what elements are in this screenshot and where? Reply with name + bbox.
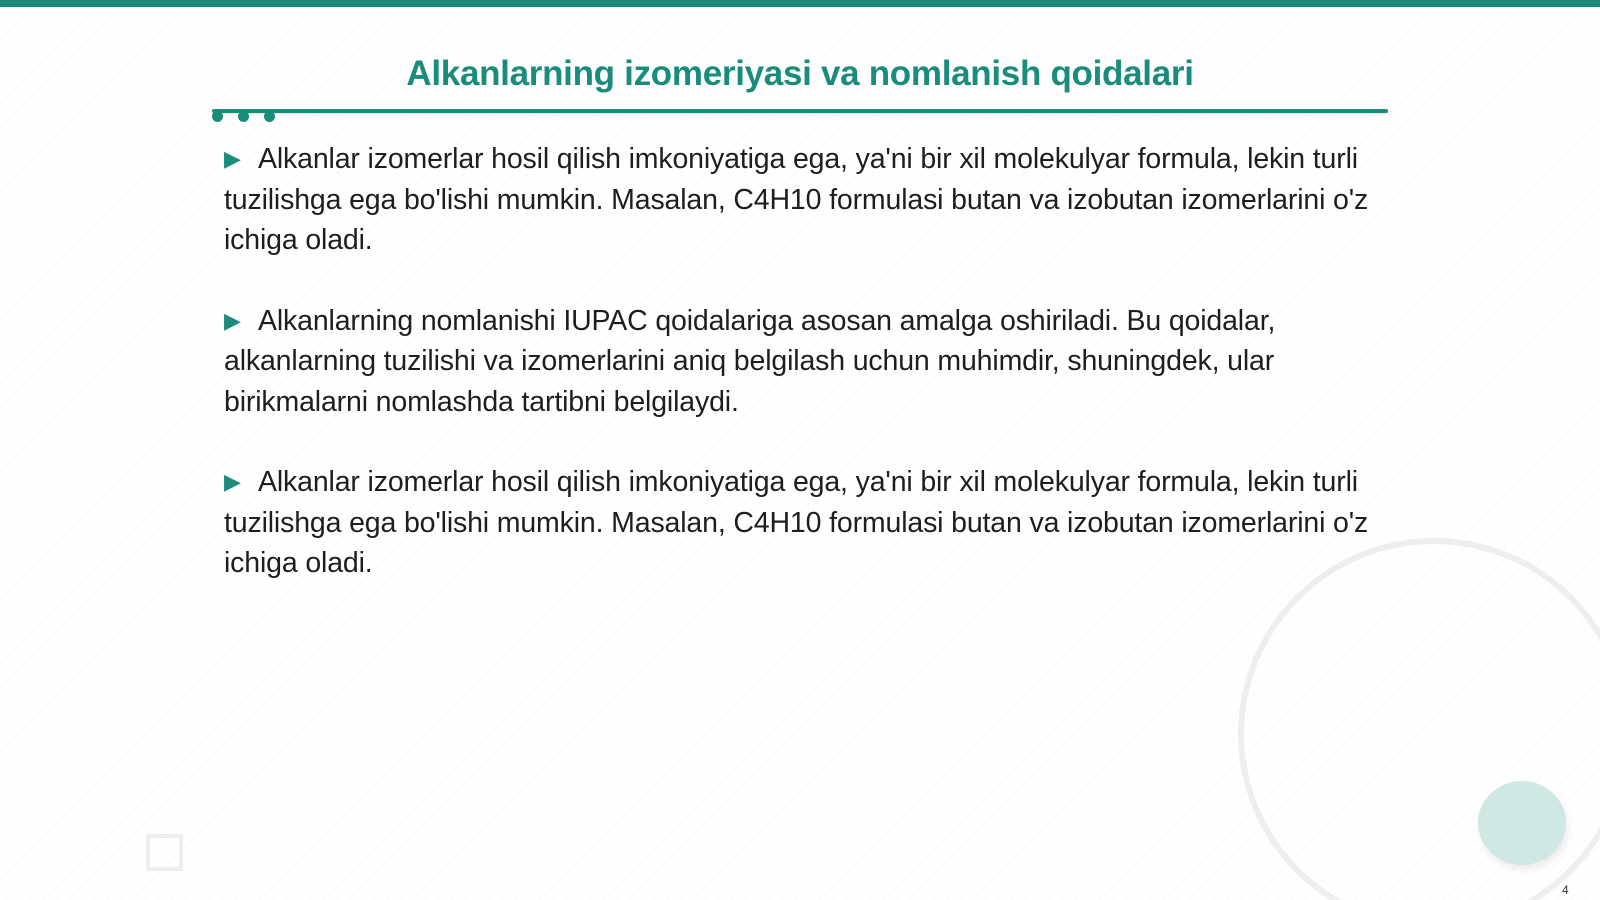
title-underline bbox=[212, 109, 1388, 113]
decorative-circle bbox=[1478, 781, 1566, 865]
dot-icon bbox=[264, 111, 275, 122]
triangle-right-icon: ▶ bbox=[224, 146, 241, 171]
slide-title: Alkanlarning izomeriyasi va nomlanish qoidalari bbox=[406, 54, 1194, 93]
top-accent-bar bbox=[0, 0, 1600, 7]
decorative-square bbox=[146, 834, 183, 871]
bullet-list bbox=[224, 139, 1394, 624]
bullet-item-2 bbox=[224, 301, 1394, 423]
slide-number: 4 bbox=[1562, 883, 1569, 897]
bullet-text: Alkanlar izomerlar hosil qilish imkoniyatiga ega, ya'ni bir xil molekulyar formula, lekin turli tuzilishga ega bo'lishi mumkin. Masalan, C4H10 formulasi butan va izobutan izomerlarini o'z ichiga oladi. bbox=[224, 466, 1369, 579]
bullet-text: Alkanlarning nomlanishi IUPAC qoidalariga asosan amalga oshiriladi. Bu qoidalar, alkanlarning tuzilishi va izomerlarini aniq belgilash uchun muhimdir, shuningdek, ular birikmalarni nomlashda tartibni belgilaydi. bbox=[224, 304, 1276, 418]
triangle-right-icon: ▶ bbox=[224, 307, 241, 333]
title-dots-decoration bbox=[212, 111, 282, 125]
dot-icon bbox=[238, 111, 249, 122]
bullet-text: Alkanlar izomerlar hosil qilish imkoniyatiga ega, ya'ni bir xil molekulyar formula, lekin turli tuzilishga ega bo'lishi mumkin. Masalan, C4H10 formulasi butan va izobutan izomerlarini o'z ichiga oladi. bbox=[224, 143, 1369, 256]
bullet-item-1 bbox=[224, 139, 1394, 261]
dot-icon bbox=[212, 111, 223, 122]
triangle-right-icon: ▶ bbox=[224, 469, 241, 494]
bullet-item-3 bbox=[224, 462, 1394, 584]
